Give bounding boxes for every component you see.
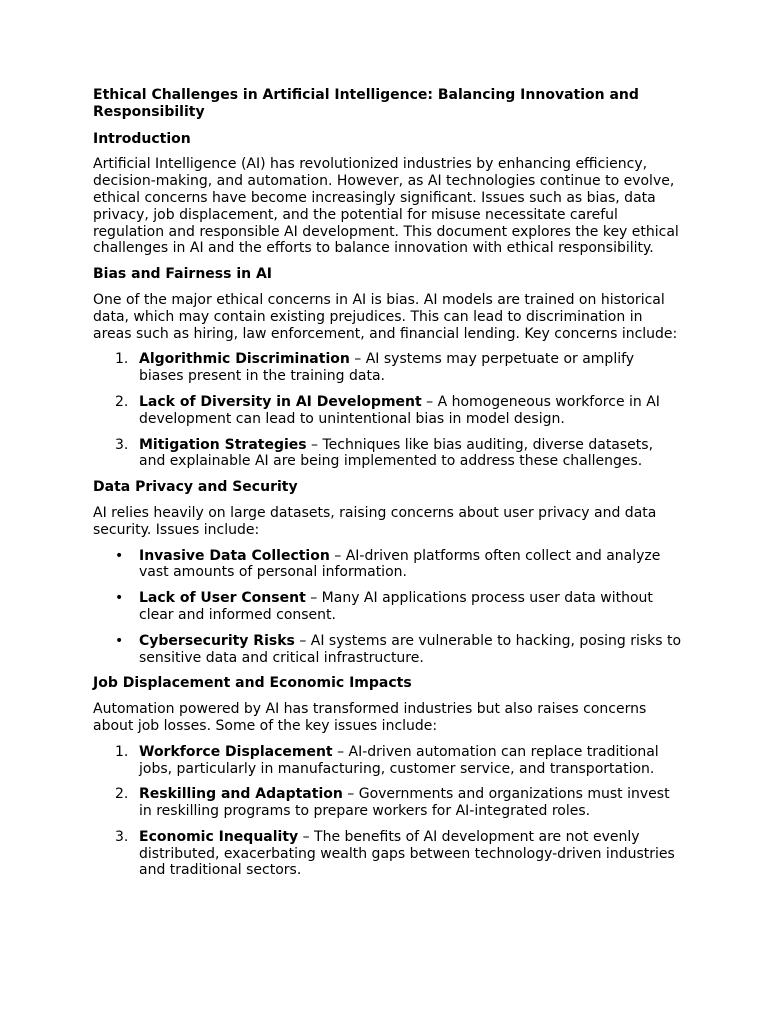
list-number: 3.: [115, 828, 129, 845]
list-item-text: – AI-driven platforms often collect and analyze vast amounts of personal information.: [139, 547, 661, 581]
document-title: Ethical Challenges in Artificial Intelligence: Balancing Innovation and Responsibility: [93, 87, 639, 120]
list-number: 1.: [115, 743, 129, 760]
list-item: [93, 351, 683, 385]
list-item-term: Algorithmic Discrimination: [139, 351, 350, 368]
list-item-text: – The benefits of AI development are not evenly distributed, exacerbating wealth gaps between technology-driven industries and traditional sectors.: [139, 828, 675, 879]
list-number: 2.: [115, 393, 129, 410]
section-paragraph-introduction: Artificial Intelligence (AI) has revolutionized industries by enhancing efficiency, decision-making, and automation. However, as AI technologies continue to evolve, ethical concerns have become increasingly significant. Issues such as bias, data privacy, job displacement, and the potential for misuse necessitate careful regulation and responsible AI development. This document explores the key ethical challenges in AI and the efforts to balance innovation with ethical responsibility.: [93, 156, 679, 257]
list-item: [93, 437, 683, 471]
list-item-term: Lack of User Consent: [139, 590, 306, 607]
bullet-icon: •: [115, 590, 124, 607]
bias-list: [93, 351, 683, 470]
list-item: [93, 590, 683, 624]
list-item-text: – A homogeneous workforce in AI development can lead to unintentional bias in model design.: [139, 393, 660, 427]
list-item-term: Workforce Displacement: [139, 743, 333, 760]
list-item-text: – Techniques like bias auditing, diverse datasets, and explainable AI are being implemented to address these challenges.: [139, 436, 654, 470]
list-number: 2.: [115, 786, 129, 803]
privacy-list: [93, 548, 683, 667]
list-item-text: – AI-driven automation can replace traditional jobs, particularly in manufacturing, customer service, and transportation.: [139, 743, 659, 777]
list-item-term: Reskilling and Adaptation: [139, 786, 343, 803]
jobs-list: [93, 744, 683, 880]
list-item: [93, 394, 683, 428]
list-item-term: Mitigation Strategies: [139, 436, 307, 453]
list-number: 3.: [115, 436, 129, 453]
section-paragraph-bias: One of the major ethical concerns in AI is bias. AI models are trained on historical data, which may contain existing prejudices. This can lead to discrimination in areas such as hiring, law enforcement, and financial lending. Key concerns include:: [93, 291, 678, 342]
document-page: [93, 87, 683, 888]
section-paragraph-privacy: AI relies heavily on large datasets, raising concerns about user privacy and data security. Issues include:: [93, 504, 657, 538]
list-item-text: – AI systems may perpetuate or amplify biases present in the training data.: [139, 351, 635, 385]
section-heading-introduction: Introduction: [93, 130, 191, 147]
list-item: [93, 786, 683, 820]
bullet-icon: •: [115, 547, 124, 564]
list-item-term: Invasive Data Collection: [139, 547, 330, 564]
list-item-term: Cybersecurity Risks: [139, 632, 295, 649]
list-item: [93, 829, 683, 879]
list-item: [93, 744, 683, 778]
list-item: [93, 548, 683, 582]
list-item: [93, 633, 683, 667]
section-heading-bias: Bias and Fairness in AI: [93, 266, 273, 283]
list-item-text: – Many AI applications process user data without clear and informed consent.: [139, 590, 653, 623]
list-item-text: – Governments and organizations must invest in reskilling programs to prepare workers for AI-integrated roles.: [139, 786, 670, 820]
list-number: 1.: [115, 351, 129, 368]
list-item-term: Economic Inequality: [139, 828, 299, 845]
list-item-text: – AI systems are vulnerable to hacking, posing risks to sensitive data and critical infrastructure.: [139, 632, 682, 666]
section-paragraph-jobs: Automation powered by AI has transformed industries but also raises concerns about job losses. Some of the key issues include:: [93, 701, 647, 734]
section-heading-jobs: Job Displacement and Economic Impacts: [93, 675, 412, 692]
list-item-term: Lack of Diversity in AI Development: [139, 393, 422, 410]
section-heading-privacy: Data Privacy and Security: [93, 479, 298, 496]
bullet-icon: •: [115, 632, 124, 649]
